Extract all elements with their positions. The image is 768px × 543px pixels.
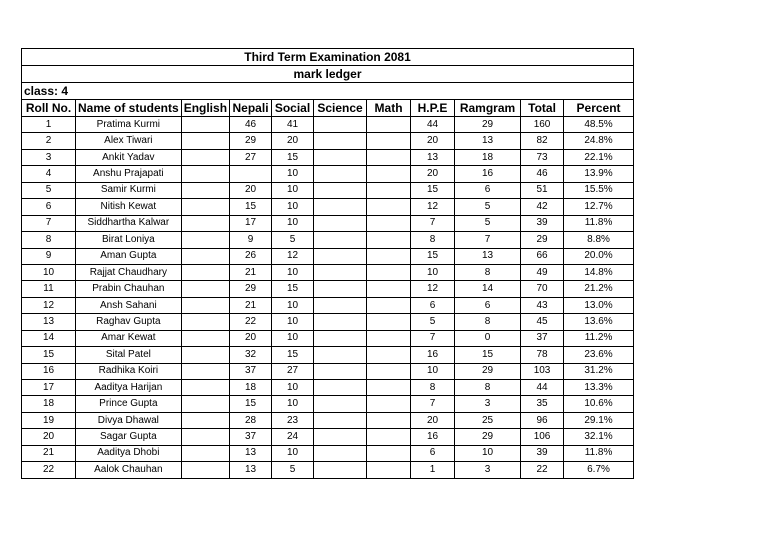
cell-roll-no: 5 [22,182,76,198]
cell-nepali: 27 [230,149,272,165]
cell-hpe: 8 [411,232,455,248]
cell-nepali: 13 [230,462,272,478]
cell-nepali: 15 [230,199,272,215]
cell-total: 39 [521,215,564,231]
cell-ramgram: 16 [455,166,521,182]
cell-nepali: 22 [230,314,272,330]
cell-percent: 23.6% [564,347,634,363]
table-row [22,232,634,248]
cell-nepali: 15 [230,396,272,412]
cell-math [367,396,411,412]
cell-social: 41 [272,117,314,133]
cell-student-name: Aman Gupta [76,248,182,264]
cell-science [314,380,367,396]
cell-student-name: Ankit Yadav [76,149,182,165]
cell-ramgram: 8 [455,314,521,330]
cell-hpe: 16 [411,429,455,445]
col-header-hpe: H.P.E [411,100,455,117]
sheet-title: Third Term Examination 2081 [22,49,634,66]
cell-student-name: Sital Patel [76,347,182,363]
cell-ramgram: 7 [455,232,521,248]
cell-math [367,215,411,231]
table-row [22,182,634,198]
col-header-ramgram: Ramgram [455,100,521,117]
cell-social: 10 [272,166,314,182]
cell-social: 10 [272,445,314,461]
cell-hpe: 15 [411,182,455,198]
cell-roll-no: 9 [22,248,76,264]
cell-english [181,215,229,231]
col-header-social: Social [272,100,314,117]
cell-student-name: Siddhartha Kalwar [76,215,182,231]
cell-ramgram: 13 [455,133,521,149]
cell-percent: 29.1% [564,412,634,428]
cell-hpe: 44 [411,117,455,133]
cell-math [367,133,411,149]
cell-math [367,232,411,248]
cell-total: 29 [521,232,564,248]
cell-english [181,412,229,428]
cell-ramgram: 25 [455,412,521,428]
cell-english [181,281,229,297]
cell-english [181,133,229,149]
cell-roll-no: 8 [22,232,76,248]
cell-english [181,199,229,215]
cell-total: 70 [521,281,564,297]
cell-student-name: Prince Gupta [76,396,182,412]
cell-math [367,347,411,363]
cell-nepali: 18 [230,380,272,396]
table-row [22,166,634,182]
cell-roll-no: 20 [22,429,76,445]
cell-hpe: 20 [411,412,455,428]
cell-percent: 11.8% [564,445,634,461]
table-row [22,445,634,461]
cell-ramgram: 15 [455,347,521,363]
cell-science [314,363,367,379]
cell-student-name: Aaditya Dhobi [76,445,182,461]
cell-percent: 11.2% [564,330,634,346]
cell-english [181,314,229,330]
cell-roll-no: 11 [22,281,76,297]
cell-hpe: 12 [411,199,455,215]
cell-student-name: Nitish Kewat [76,199,182,215]
cell-total: 66 [521,248,564,264]
cell-science [314,166,367,182]
cell-ramgram: 6 [455,297,521,313]
cell-percent: 20.0% [564,248,634,264]
cell-roll-no: 2 [22,133,76,149]
cell-ramgram: 5 [455,215,521,231]
cell-hpe: 1 [411,462,455,478]
cell-social: 10 [272,396,314,412]
cell-science [314,330,367,346]
cell-roll-no: 13 [22,314,76,330]
cell-roll-no: 21 [22,445,76,461]
cell-social: 23 [272,412,314,428]
cell-percent: 13.9% [564,166,634,182]
cell-percent: 14.8% [564,264,634,280]
cell-hpe: 12 [411,281,455,297]
cell-roll-no: 6 [22,199,76,215]
cell-ramgram: 14 [455,281,521,297]
cell-student-name: Pratima Kurmi [76,117,182,133]
table-row [22,199,634,215]
cell-english [181,166,229,182]
cell-social: 10 [272,199,314,215]
cell-total: 160 [521,117,564,133]
cell-hpe: 13 [411,149,455,165]
cell-roll-no: 12 [22,297,76,313]
cell-social: 10 [272,297,314,313]
cell-nepali: 37 [230,429,272,445]
cell-hpe: 20 [411,166,455,182]
cell-percent: 24.8% [564,133,634,149]
cell-percent: 8.8% [564,232,634,248]
cell-student-name: Raghav Gupta [76,314,182,330]
cell-ramgram: 8 [455,380,521,396]
cell-ramgram: 6 [455,182,521,198]
cell-total: 44 [521,380,564,396]
cell-nepali: 13 [230,445,272,461]
cell-student-name: Radhika Koiri [76,363,182,379]
cell-percent: 13.6% [564,314,634,330]
cell-total: 39 [521,445,564,461]
cell-roll-no: 17 [22,380,76,396]
cell-math [367,429,411,445]
cell-student-name: Amar Kewat [76,330,182,346]
col-header-roll-no: Roll No. [22,100,76,117]
cell-science [314,264,367,280]
cell-percent: 10.6% [564,396,634,412]
cell-english [181,429,229,445]
cell-hpe: 6 [411,445,455,461]
class-label: class: 4 [22,83,634,100]
cell-social: 10 [272,182,314,198]
cell-nepali: 32 [230,347,272,363]
sheet-subtitle: mark ledger [22,66,634,83]
cell-math [367,199,411,215]
cell-hpe: 20 [411,133,455,149]
cell-science [314,199,367,215]
cell-total: 43 [521,297,564,313]
col-header-science: Science [314,100,367,117]
cell-percent: 32.1% [564,429,634,445]
cell-english [181,396,229,412]
cell-math [367,363,411,379]
cell-english [181,232,229,248]
cell-english [181,445,229,461]
cell-science [314,182,367,198]
cell-science [314,117,367,133]
cell-total: 49 [521,264,564,280]
cell-nepali: 21 [230,297,272,313]
cell-science [314,412,367,428]
cell-science [314,297,367,313]
cell-percent: 13.0% [564,297,634,313]
cell-ramgram: 3 [455,396,521,412]
cell-english [181,248,229,264]
cell-nepali: 28 [230,412,272,428]
table-row [22,396,634,412]
cell-ramgram: 8 [455,264,521,280]
cell-science [314,445,367,461]
cell-nepali: 20 [230,330,272,346]
cell-social: 10 [272,215,314,231]
cell-student-name: Divya Dhawal [76,412,182,428]
cell-social: 15 [272,149,314,165]
cell-nepali: 26 [230,248,272,264]
cell-hpe: 10 [411,363,455,379]
cell-percent: 12.7% [564,199,634,215]
cell-math [367,297,411,313]
cell-percent: 15.5% [564,182,634,198]
cell-hpe: 10 [411,264,455,280]
table-row [22,281,634,297]
cell-english [181,149,229,165]
cell-ramgram: 29 [455,117,521,133]
cell-social: 10 [272,314,314,330]
cell-total: 106 [521,429,564,445]
cell-nepali: 21 [230,264,272,280]
cell-social: 15 [272,281,314,297]
cell-student-name: Prabin Chauhan [76,281,182,297]
cell-ramgram: 10 [455,445,521,461]
cell-percent: 22.1% [564,149,634,165]
cell-social: 20 [272,133,314,149]
cell-math [367,462,411,478]
col-header-name: Name of students [76,100,182,117]
cell-social: 5 [272,462,314,478]
cell-roll-no: 16 [22,363,76,379]
cell-math [367,248,411,264]
cell-total: 78 [521,347,564,363]
col-header-english: English [181,100,229,117]
cell-nepali: 37 [230,363,272,379]
cell-total: 37 [521,330,564,346]
cell-total: 42 [521,199,564,215]
cell-hpe: 5 [411,314,455,330]
table-row [22,215,634,231]
cell-roll-no: 1 [22,117,76,133]
cell-percent: 31.2% [564,363,634,379]
cell-science [314,396,367,412]
cell-roll-no: 19 [22,412,76,428]
cell-ramgram: 3 [455,462,521,478]
table-row [22,297,634,313]
cell-science [314,347,367,363]
cell-roll-no: 14 [22,330,76,346]
cell-ramgram: 5 [455,199,521,215]
cell-percent: 11.8% [564,215,634,231]
cell-english [181,363,229,379]
cell-nepali: 46 [230,117,272,133]
cell-roll-no: 18 [22,396,76,412]
cell-science [314,462,367,478]
cell-science [314,133,367,149]
cell-total: 103 [521,363,564,379]
cell-social: 27 [272,363,314,379]
cell-hpe: 6 [411,297,455,313]
cell-social: 10 [272,330,314,346]
cell-english [181,264,229,280]
cell-ramgram: 29 [455,363,521,379]
cell-student-name: Aaditya Harijan [76,380,182,396]
cell-percent: 21.2% [564,281,634,297]
cell-nepali: 20 [230,182,272,198]
cell-social: 24 [272,429,314,445]
cell-english [181,347,229,363]
table-row [22,429,634,445]
cell-ramgram: 0 [455,330,521,346]
cell-math [367,445,411,461]
cell-total: 22 [521,462,564,478]
col-header-nepali: Nepali [230,100,272,117]
cell-math [367,264,411,280]
cell-science [314,215,367,231]
cell-science [314,248,367,264]
cell-math [367,166,411,182]
cell-total: 51 [521,182,564,198]
col-header-math: Math [367,100,411,117]
col-header-total: Total [521,100,564,117]
cell-hpe: 15 [411,248,455,264]
cell-math [367,380,411,396]
cell-english [181,330,229,346]
cell-ramgram: 29 [455,429,521,445]
cell-science [314,314,367,330]
cell-ramgram: 13 [455,248,521,264]
cell-math [367,314,411,330]
cell-social: 12 [272,248,314,264]
table-row [22,117,634,133]
table-row [22,363,634,379]
cell-roll-no: 7 [22,215,76,231]
cell-roll-no: 22 [22,462,76,478]
table-row [22,248,634,264]
cell-english [181,182,229,198]
cell-science [314,429,367,445]
cell-english [181,297,229,313]
cell-student-name: Anshu Prajapati [76,166,182,182]
cell-social: 5 [272,232,314,248]
cell-science [314,149,367,165]
cell-student-name: Ansh Sahani [76,297,182,313]
cell-ramgram: 18 [455,149,521,165]
cell-hpe: 16 [411,347,455,363]
cell-total: 46 [521,166,564,182]
cell-social: 10 [272,380,314,396]
cell-social: 10 [272,264,314,280]
cell-math [367,117,411,133]
cell-english [181,462,229,478]
cell-student-name: Rajjat Chaudhary [76,264,182,280]
cell-roll-no: 3 [22,149,76,165]
cell-social: 15 [272,347,314,363]
cell-nepali: 9 [230,232,272,248]
cell-hpe: 7 [411,215,455,231]
table-row [22,149,634,165]
cell-student-name: Alex Tiwari [76,133,182,149]
cell-roll-no: 10 [22,264,76,280]
cell-total: 96 [521,412,564,428]
col-header-percent: Percent [564,100,634,117]
table-row [22,264,634,280]
cell-student-name: Sagar Gupta [76,429,182,445]
mark-ledger-table [21,48,634,479]
cell-total: 82 [521,133,564,149]
cell-student-name: Aalok Chauhan [76,462,182,478]
cell-roll-no: 15 [22,347,76,363]
cell-total: 73 [521,149,564,165]
ledger-body [22,117,634,479]
cell-math [367,182,411,198]
table-row [22,347,634,363]
cell-nepali: 29 [230,133,272,149]
table-row [22,412,634,428]
table-row [22,133,634,149]
cell-english [181,380,229,396]
cell-nepali: 17 [230,215,272,231]
cell-nepali [230,166,272,182]
cell-english [181,117,229,133]
cell-nepali: 29 [230,281,272,297]
cell-math [367,330,411,346]
cell-total: 35 [521,396,564,412]
table-row [22,380,634,396]
cell-math [367,412,411,428]
column-header-row [22,100,634,117]
cell-percent: 6.7% [564,462,634,478]
cell-hpe: 7 [411,330,455,346]
cell-math [367,149,411,165]
table-row [22,314,634,330]
cell-student-name: Birat Loniya [76,232,182,248]
cell-science [314,232,367,248]
table-row [22,330,634,346]
cell-total: 45 [521,314,564,330]
cell-math [367,281,411,297]
cell-science [314,281,367,297]
cell-hpe: 7 [411,396,455,412]
cell-roll-no: 4 [22,166,76,182]
cell-percent: 48.5% [564,117,634,133]
table-row [22,462,634,478]
cell-student-name: Samir Kurmi [76,182,182,198]
cell-percent: 13.3% [564,380,634,396]
cell-hpe: 8 [411,380,455,396]
